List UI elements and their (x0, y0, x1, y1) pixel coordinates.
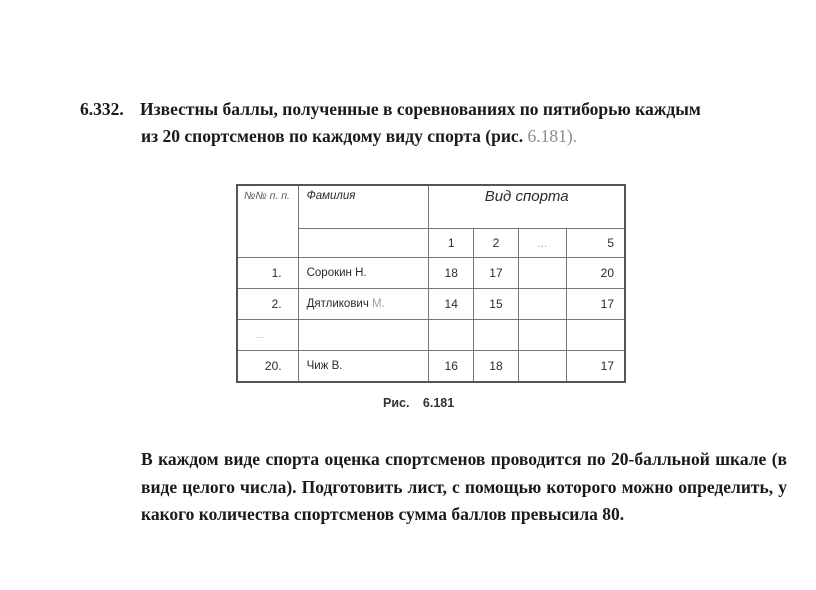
row-surname (298, 258, 429, 289)
table-row (237, 289, 625, 320)
problem-text-line-1: Известны баллы, полученные в соревнованиях по пятиборью каждым (140, 99, 701, 119)
row-score-2: 18 (474, 351, 519, 383)
header-number: №№ п. п. (237, 185, 298, 258)
row-score-ellipsis (518, 258, 566, 289)
problem-number: 6.332. (80, 99, 124, 119)
table-row (237, 320, 625, 351)
row-surname (298, 351, 429, 383)
row-score-2 (474, 320, 519, 351)
row-score-1 (429, 320, 474, 351)
row-score-5: 17 (566, 351, 625, 383)
surname-initial: М. (372, 298, 385, 310)
row-score-1: 18 (429, 258, 474, 289)
row-number: 2. (237, 289, 298, 320)
task-description: В каждом виде спорта оценка спортсменов проводится по 20-балльной шкале (в виде целого числа). Подготовить лист, с помощью которого можно определить, у какого количества спортсменов сумма баллов превысила 80. (141, 449, 787, 524)
row-score-5 (566, 320, 625, 351)
row-score-2: 17 (474, 258, 519, 289)
row-surname (298, 289, 429, 320)
row-score-ellipsis (518, 351, 566, 383)
subheader-empty (298, 229, 429, 258)
problem-text-line-2: из 20 спортсменов по каждому виду спорта (рис. (141, 126, 528, 146)
problem-line-1 (80, 96, 786, 123)
row-score-2: 15 (474, 289, 519, 320)
header-surname: Фамилия (298, 185, 429, 229)
row-number: 20. (237, 351, 298, 383)
table-row (237, 351, 625, 383)
table-header-row (237, 185, 625, 229)
row-score-1: 16 (429, 351, 474, 383)
row-score-5: 20 (566, 258, 625, 289)
surname-text: Чиж В. (306, 360, 343, 372)
surname-text: Дятликович (306, 298, 373, 310)
subheader-sport-5: 5 (566, 229, 625, 258)
row-score-5: 17 (566, 289, 625, 320)
row-number: 1. (237, 258, 298, 289)
row-surname (298, 320, 429, 351)
row-score-ellipsis (518, 320, 566, 351)
problem-statement (80, 96, 786, 150)
row-number: ... (237, 320, 298, 351)
figure-table (236, 184, 626, 383)
problem-line-2 (80, 123, 786, 150)
figure-caption: Рис. 6.181 (383, 396, 455, 410)
header-sport: Вид спорта (429, 185, 625, 229)
row-score-ellipsis (518, 289, 566, 320)
subheader-sport-ellipsis: ... (518, 229, 566, 258)
subheader-sport-1: 1 (429, 229, 474, 258)
subheader-sport-2: 2 (474, 229, 519, 258)
figure-reference: 6.181). (527, 126, 578, 146)
table-row (237, 258, 625, 289)
row-score-1: 14 (429, 289, 474, 320)
surname-text: Сорокин Н. (306, 267, 367, 279)
